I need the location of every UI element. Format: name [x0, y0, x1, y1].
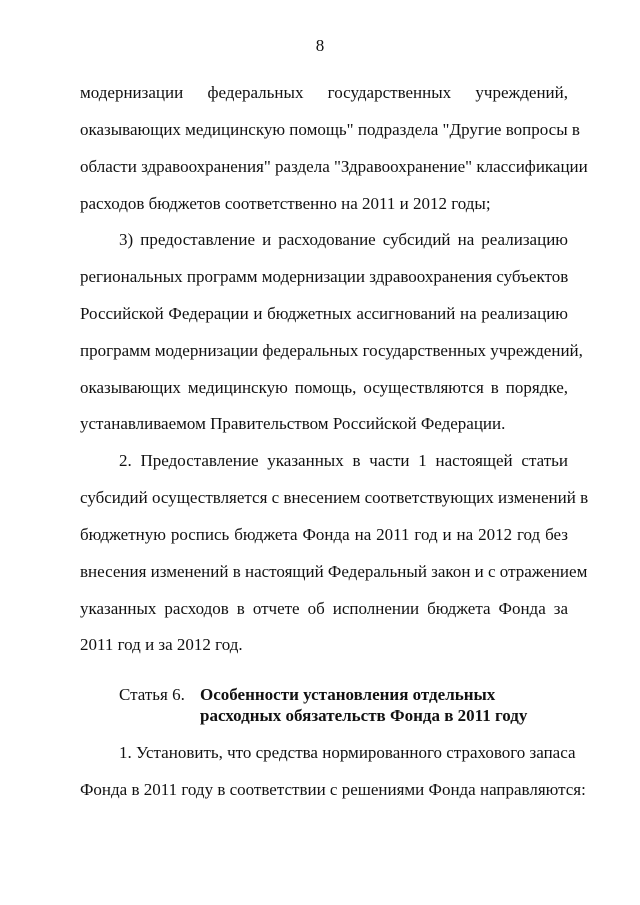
text-line: расходов бюджетов соответственно на 2011 и 2012 годы;: [80, 194, 491, 213]
text-line: оказывающих медицинскую помощь, осуществляются в порядке,: [80, 378, 568, 397]
text-line: 1. Установить, что средства нормированного страхового запаса: [119, 743, 576, 762]
text-line: области здравоохранения" раздела "Здравоохранение" классификации: [80, 157, 588, 176]
text-line: региональных программ модернизации здравоохранения субъектов: [80, 267, 569, 286]
article-title-line: расходных обязательств Фонда в 2011 году: [200, 706, 528, 725]
text-line: субсидий осуществляется с внесением соответствующих изменений в: [80, 488, 589, 507]
text-line: устанавливаемом Правительством Российской Федерации.: [80, 414, 506, 433]
text-line: 3) предоставление и расходование субсидий на реализацию: [119, 230, 568, 249]
text-line: 2. Предоставление указанных в части 1 настоящей статьи: [119, 451, 568, 470]
page-number: 8: [315, 36, 325, 55]
text-line: программ модернизации федеральных государственных учреждений,: [80, 341, 583, 360]
text-line: указанных расходов в отчете об исполнении бюджета Фонда за: [80, 599, 568, 618]
text-line: Фонда в 2011 году в соответствии с решениями Фонда направляются:: [80, 780, 586, 799]
text-line: внесения изменений в настоящий Федеральный закон и с отражением: [80, 562, 588, 581]
article-label: Статья 6.: [119, 685, 185, 704]
text-line: Российской Федерации и бюджетных ассигнований на реализацию: [80, 304, 568, 323]
article-title-line: Особенности установления отдельных: [200, 685, 496, 704]
text-line: 2011 год и за 2012 год.: [80, 635, 243, 654]
text-line: модернизации федеральных государственных учреждений,: [80, 83, 568, 102]
text-line: бюджетную роспись бюджета Фонда на 2011 год и на 2012 год без: [80, 525, 568, 544]
text-line: оказывающих медицинскую помощь" подраздела "Другие вопросы в: [80, 120, 580, 139]
